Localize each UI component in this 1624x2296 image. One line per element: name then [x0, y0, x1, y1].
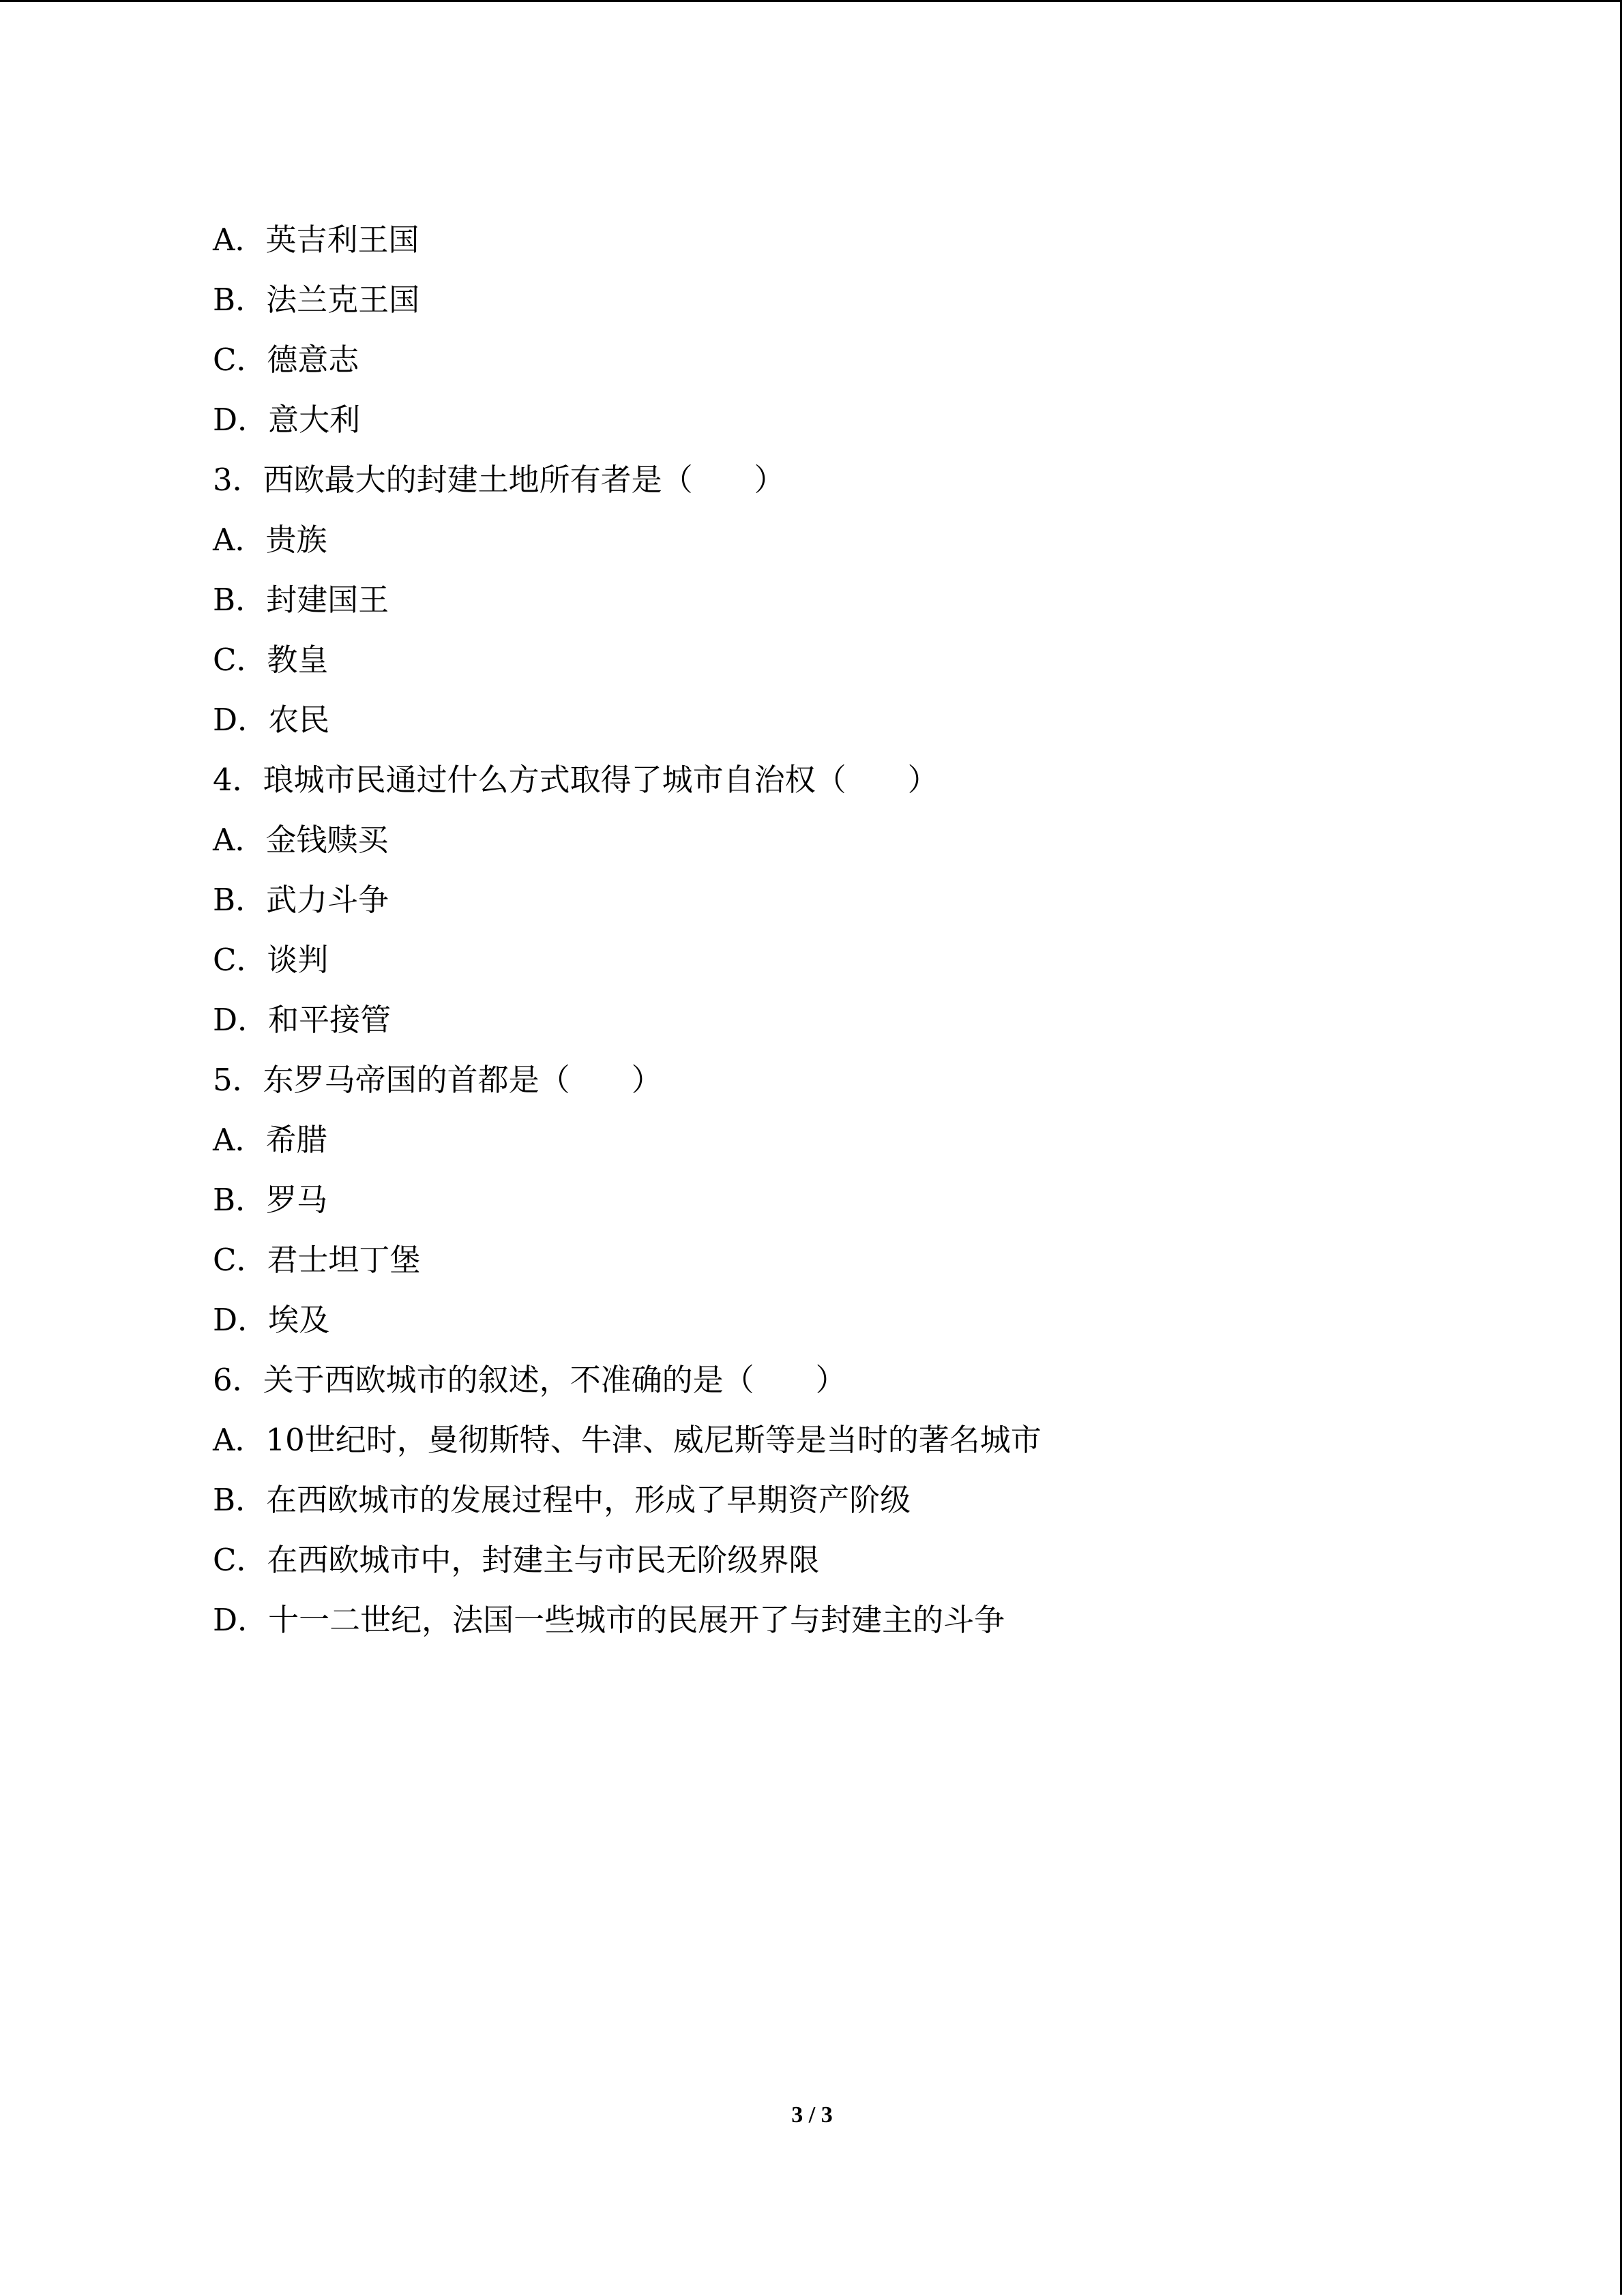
option-line: A．金钱赎买 [213, 822, 389, 858]
option-line: D．农民 [213, 702, 330, 738]
option-line: A．希腊 [213, 1122, 327, 1158]
option-line: B．罗马 [213, 1182, 328, 1218]
option-line: A．英吉利王国 [213, 222, 419, 258]
option-line: C．德意志 [213, 342, 359, 378]
option-line: C．在西欧城市中，封建主与市民无阶级界限 [213, 1542, 820, 1578]
document-body [213, 210, 1509, 1650]
question-5: 5．东罗马帝国的首都是（ ） [213, 1062, 662, 1098]
option-line: C．谈判 [213, 942, 329, 978]
question-4: 4．琅城市民通过什么方式取得了城市自治权（ ） [213, 762, 939, 798]
page-number: 3 / 3 [791, 2102, 833, 2128]
option-line: D．十一二世纪，法国一些城市的民展开了与封建主的斗争 [213, 1602, 1005, 1638]
option-line: A．10世纪时，曼彻斯特、牛津、威尼斯等是当时的著名城市 [213, 1422, 1042, 1458]
option-line: D．和平接管 [213, 1002, 392, 1038]
question-6: 6．关于西欧城市的叙述，不准确的是（ ） [213, 1362, 846, 1398]
option-line: B．法兰克王国 [213, 282, 420, 318]
option-line: D．埃及 [213, 1302, 330, 1338]
question-3: 3．西欧最大的封建土地所有者是（ ） [213, 462, 785, 498]
option-line: B．在西欧城市的发展过程中，形成了早期资产阶级 [213, 1482, 911, 1518]
option-line: A．贵族 [213, 522, 327, 558]
option-line: D．意大利 [213, 402, 361, 438]
option-line: C．教皇 [213, 642, 329, 678]
option-line: C．君士坦丁堡 [213, 1242, 421, 1278]
option-line: B．武力斗争 [213, 882, 389, 918]
option-line: B．封建国王 [213, 582, 389, 618]
